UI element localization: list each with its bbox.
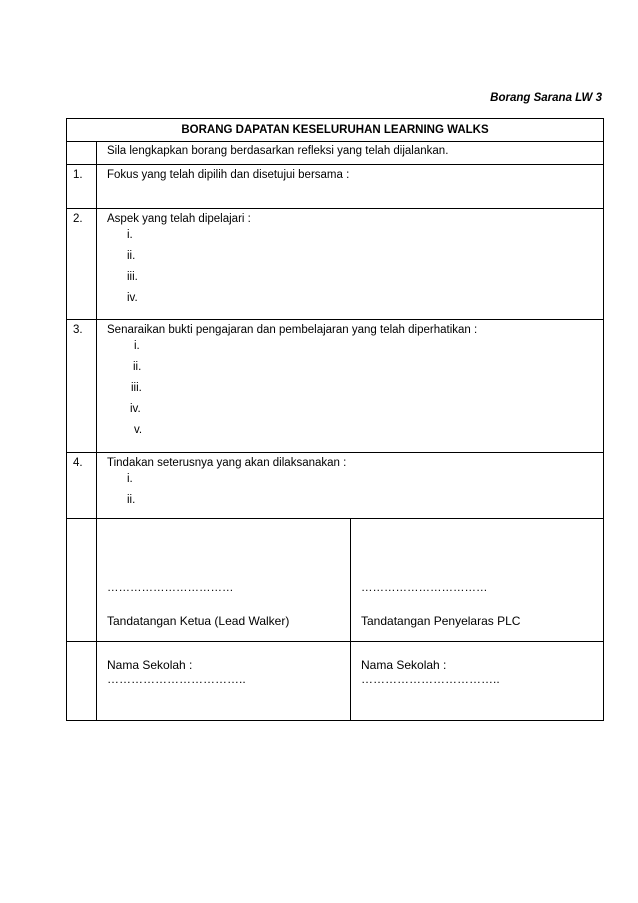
sub-item: i. bbox=[127, 229, 133, 241]
item-row-2 bbox=[67, 209, 604, 320]
signature-lead-walker[interactable] bbox=[97, 519, 351, 642]
item-text: Aspek yang telah dipelajari : bbox=[107, 213, 251, 225]
item-field-focus[interactable] bbox=[97, 165, 604, 209]
signature-label: Tandatangan Penyelaras PLC bbox=[361, 614, 521, 628]
instruction-num-cell bbox=[67, 142, 97, 165]
sub-item: ii. bbox=[127, 494, 136, 506]
sub-item: iv. bbox=[127, 292, 138, 304]
form-title: BORANG DAPATAN KESELURUHAN LEARNING WALKS bbox=[67, 119, 604, 142]
item-row-1 bbox=[67, 165, 604, 209]
item-field-evidence[interactable] bbox=[97, 320, 604, 453]
school-dots: …………………………….. bbox=[107, 672, 246, 686]
item-field-aspects[interactable] bbox=[97, 209, 604, 320]
signature-line: …………………………… bbox=[361, 582, 488, 594]
item-number: 2. bbox=[67, 209, 97, 320]
signature-num-cell bbox=[67, 519, 97, 642]
sub-item: v. bbox=[134, 424, 143, 436]
sub-item: iii. bbox=[131, 382, 142, 394]
school-row bbox=[67, 642, 604, 721]
school-num-cell bbox=[67, 642, 97, 721]
form-code: Borang Sarana LW 3 bbox=[490, 92, 602, 104]
sub-item: iv. bbox=[130, 403, 141, 415]
form-instruction: Sila lengkapkan borang berdasarkan refleksi yang telah dijalankan. bbox=[97, 142, 604, 165]
item-field-next-actions[interactable] bbox=[97, 453, 604, 519]
sub-item: iii. bbox=[127, 271, 138, 283]
item-number: 1. bbox=[67, 165, 97, 209]
sub-item: i. bbox=[127, 473, 133, 485]
sub-item: ii. bbox=[127, 250, 136, 262]
school-label: Nama Sekolah : bbox=[361, 658, 447, 672]
signature-line: …………………………… bbox=[107, 582, 234, 594]
findings-form-table bbox=[66, 118, 604, 721]
school-name-right[interactable] bbox=[351, 642, 604, 721]
item-text: Fokus yang telah dipilih dan disetujui bersama : bbox=[107, 169, 350, 181]
item-text: Tindakan seterusnya yang akan dilaksanakan : bbox=[107, 457, 347, 469]
sub-item: ii. bbox=[133, 361, 142, 373]
school-dots: …………………………….. bbox=[361, 672, 500, 686]
sub-item: i. bbox=[134, 340, 140, 352]
signature-label: Tandatangan Ketua (Lead Walker) bbox=[107, 614, 290, 628]
item-row-3 bbox=[67, 320, 604, 453]
item-number: 4. bbox=[67, 453, 97, 519]
item-text: Senaraikan bukti pengajaran dan pembelajaran yang telah diperhatikan : bbox=[107, 324, 478, 336]
signature-row bbox=[67, 519, 604, 642]
item-number: 3. bbox=[67, 320, 97, 453]
signature-plc-coordinator[interactable] bbox=[351, 519, 604, 642]
item-row-4 bbox=[67, 453, 604, 519]
school-label: Nama Sekolah : bbox=[107, 658, 193, 672]
school-name-left[interactable] bbox=[97, 642, 351, 721]
